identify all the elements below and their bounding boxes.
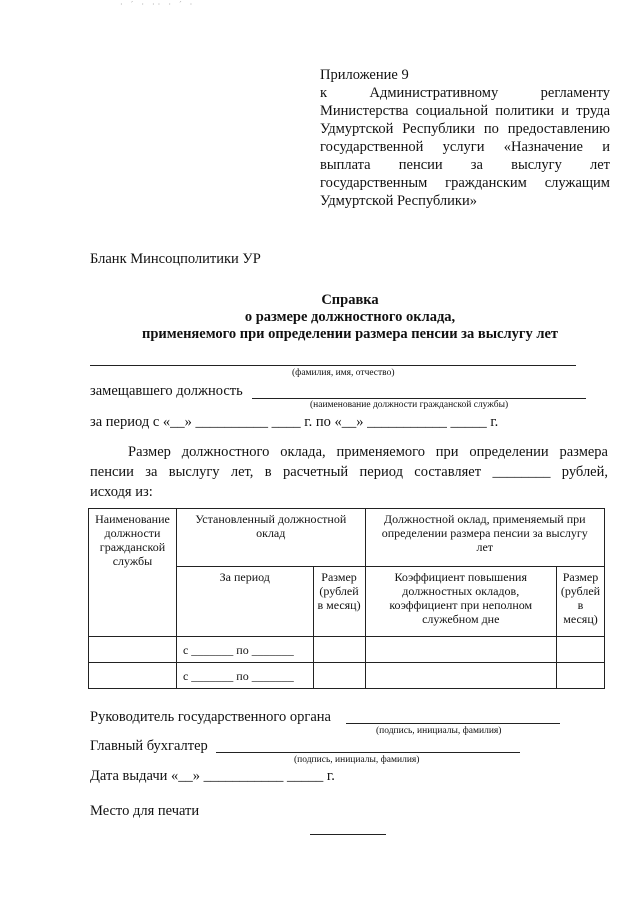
body-paragraph: [90, 443, 608, 501]
col-position-header: Наименование должности гражданской службы: [89, 509, 177, 637]
table-cell[interactable]: [89, 663, 177, 689]
appendix-line: Удмуртской Республики по предоставлению: [320, 121, 610, 137]
table-row: [89, 637, 605, 663]
head-caption: (подпись, инициалы, фамилия): [376, 726, 502, 736]
accountant-caption: (подпись, инициалы, фамилия): [294, 755, 420, 765]
appendix-line: Удмуртской Республики»: [320, 193, 477, 209]
position-line[interactable]: [252, 397, 586, 399]
col-period-header: За период: [176, 567, 313, 637]
appendix-text: [320, 84, 610, 210]
table-row: [89, 663, 605, 689]
issue-date[interactable]: Дата выдачи «__» ___________ _____ г.: [90, 768, 335, 784]
position-caption: (наименование должности гражданской службы): [310, 400, 509, 410]
name-caption: (фамилия, имя, отчество): [292, 368, 395, 378]
table-header-row: [89, 509, 605, 567]
table-cell[interactable]: [556, 663, 604, 689]
table-cell[interactable]: [365, 663, 556, 689]
table-cell[interactable]: [313, 637, 365, 663]
col-amount-month-header: Размер (рублей в месяц): [556, 567, 604, 637]
salary-table: [88, 508, 605, 689]
head-label: Руководитель государственного органа: [90, 709, 331, 725]
body-line: Размер должностного оклада, применяемого при определении размера: [128, 444, 608, 460]
title-line: о размере должностного оклада,: [244, 309, 456, 325]
appendix-line: Министерства социальной политики и труда: [320, 103, 610, 119]
table-cell-period[interactable]: с _______ по _______: [176, 663, 313, 689]
body-line: пенсии за выслугу лет, в расчетный период составляет ________ рублей,: [90, 464, 608, 480]
table-cell[interactable]: [556, 637, 604, 663]
table-cell[interactable]: [365, 637, 556, 663]
appendix-line: государственным гражданским служащим: [320, 175, 610, 191]
accountant-signature-line[interactable]: [216, 751, 520, 753]
table-cell-period[interactable]: с _______ по _______: [176, 637, 313, 663]
table-cell[interactable]: [313, 663, 365, 689]
title-line: применяемого при определении размера пенсии за выслугу лет: [141, 326, 559, 342]
name-line[interactable]: [90, 364, 576, 366]
col-applied-salary-header: Должностной оклад, применяемый при определении размера пенсии за выслугу лет: [365, 509, 604, 567]
appendix-number: Приложение 9: [320, 67, 409, 83]
appendix-line: к Административному регламенту: [320, 85, 610, 101]
letterhead: Бланк Минсоцполитики УР: [90, 251, 261, 267]
table-cell[interactable]: [89, 637, 177, 663]
head-signature-line[interactable]: [346, 722, 560, 724]
appendix-line: выплата пенсии за выслугу лет: [320, 157, 610, 173]
position-label: замещавшего должность: [90, 383, 243, 399]
body-line: исходя из:: [90, 484, 153, 500]
appendix-line: государственной услуги «Назначение и: [320, 139, 610, 155]
accountant-label: Главный бухгалтер: [90, 738, 208, 754]
document-title: [80, 292, 620, 343]
bottom-rule: [310, 833, 386, 835]
col-amount-header: Размер (рублей в месяц): [313, 567, 365, 637]
period-line[interactable]: за период с «__» __________ ____ г. по «__» ___________ _____ г.: [90, 414, 499, 430]
col-coefficient-header: Коэффициент повышения должностных окладов, коэффициент при неполном служебном дне: [365, 567, 556, 637]
col-established-salary-header: Установленный должностной оклад: [176, 509, 365, 567]
scan-specks: · ´ · ·· · ´ ·: [120, 0, 196, 9]
stamp-place-label: Место для печати: [90, 803, 200, 819]
title-line: Справка: [321, 292, 379, 308]
